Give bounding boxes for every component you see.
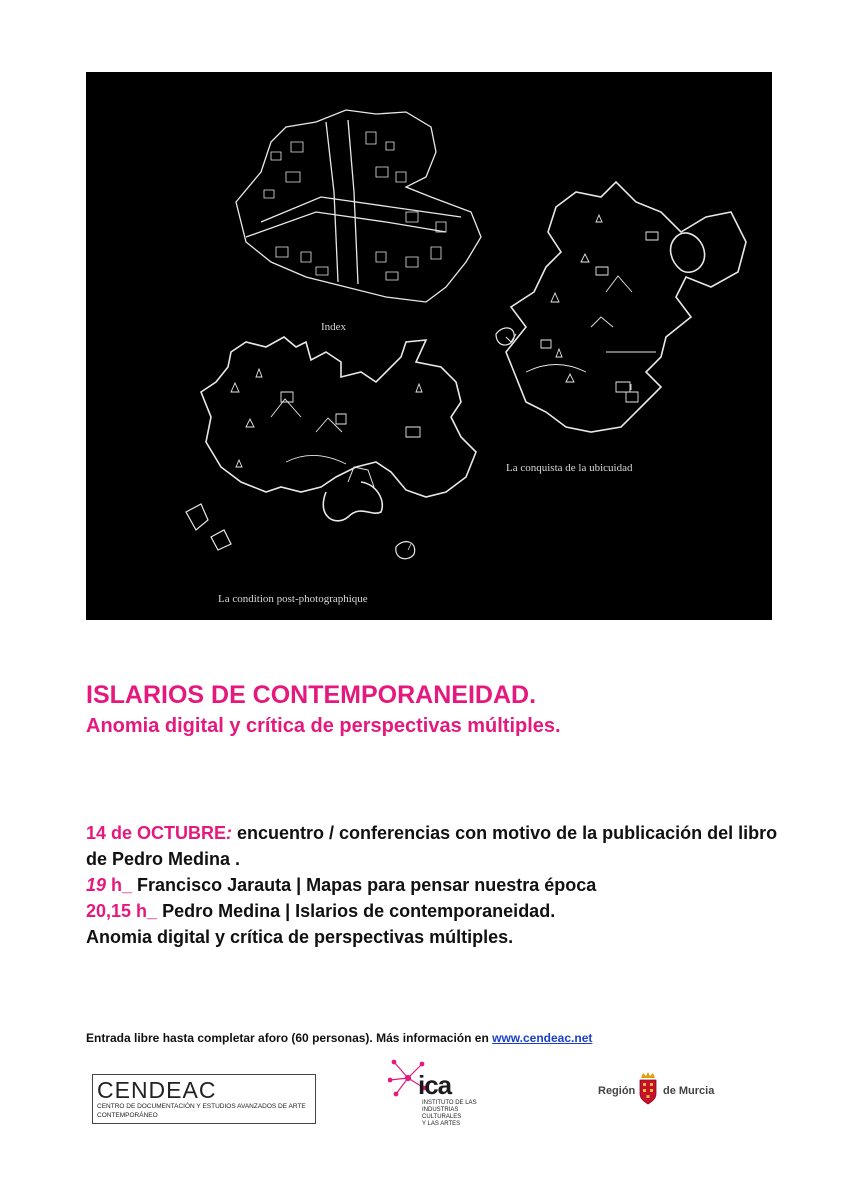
island-maps-illustration	[86, 72, 772, 620]
right-island	[496, 182, 746, 432]
ica-sub-line-3: Y LAS ARTES	[422, 1121, 461, 1127]
caption-index: Index	[321, 321, 347, 333]
talk-2-continuation: Anomia digital y crítica de perspectivas múltiples.	[86, 927, 514, 947]
admission-info	[86, 1031, 592, 1045]
talk-1-time: 19	[86, 875, 107, 895]
event-date-sep: :	[226, 823, 233, 843]
admission-text: Entrada libre hasta completar aforo (60 personas). Más información en	[86, 1031, 493, 1045]
talk-2-text: Pedro Medina | Islarios de contemporaneidad.	[157, 901, 556, 921]
talk-1	[86, 872, 786, 898]
caption-post-photographique: La condition post-photographique	[218, 593, 368, 605]
left-island	[186, 337, 476, 559]
region-murcia-logo	[598, 1070, 716, 1110]
murcia-logo-right: de Murcia	[663, 1085, 715, 1097]
ica-sub-line-1: INSTITUTO DE LAS	[422, 1100, 477, 1106]
cendeac-logo	[92, 1074, 316, 1124]
caption-ubicuidad: La conquista de la ubicuidad	[506, 462, 633, 474]
talk-2	[86, 898, 786, 924]
city-map	[236, 110, 481, 302]
cendeac-logo-word: CENDEAC	[97, 1077, 217, 1103]
coat-of-arms-icon	[636, 1070, 660, 1106]
event-intro	[86, 820, 786, 872]
event-date: 14 de OCTUBRE	[86, 823, 227, 843]
murcia-logo-left: Región	[598, 1085, 636, 1097]
talk-2-time: 20,15 h_	[86, 901, 158, 921]
ica-logo-subtitle	[422, 1100, 498, 1128]
page-subtitle: Anomia digital y crítica de perspectivas múltiples.	[86, 715, 561, 737]
event-intro-text: encuentro / conferencias con motivo de la publicación del libro de Pedro Medina .	[86, 823, 778, 869]
ica-sub-line-2: INDUSTRIAS CULTURALES	[422, 1107, 462, 1120]
hero-image	[86, 72, 772, 620]
page-title: ISLARIOS DE CONTEMPORANEIDAD.	[86, 681, 537, 709]
talk-1-time-suffix: h_	[106, 875, 133, 895]
ica-logo	[388, 1056, 498, 1130]
ica-logo-word: ica	[418, 1070, 452, 1100]
cendeac-logo-subtitle: CENTRO DE DOCUMENTACIÓN Y ESTUDIOS AVANZADOS DE ARTE CONTEMPORÁNEO	[97, 1103, 306, 1119]
talk-1-text: Francisco Jarauta | Mapas para pensar nuestra época	[132, 875, 597, 895]
cendeac-link[interactable]: www.cendeac.net	[492, 1031, 593, 1045]
event-details	[86, 820, 786, 950]
